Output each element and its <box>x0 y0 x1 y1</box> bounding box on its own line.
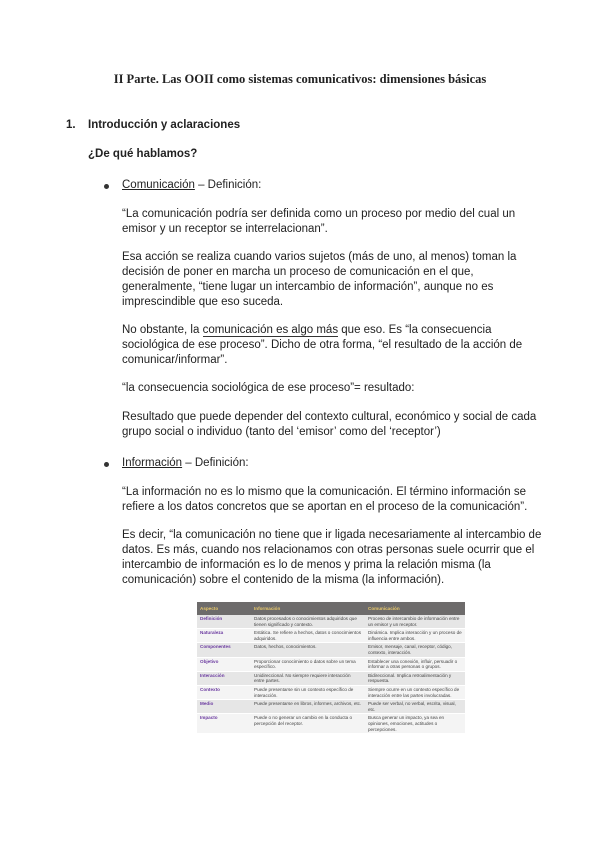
table-row-key: Naturaleza <box>197 629 251 643</box>
table-header-cell: Información <box>251 602 365 615</box>
paragraph-3-part-a: No obstante, la <box>122 324 203 336</box>
table-row <box>197 657 465 671</box>
table-cell: Datos procesados o conocimientos adquiridos que tienen significado y contexto. <box>251 615 365 629</box>
paragraph-3-underlined: comunicación es algo más <box>202 324 339 336</box>
section-heading <box>66 119 240 131</box>
bullet-text <box>122 179 261 191</box>
table-row-key: Objetivo <box>197 657 251 671</box>
paragraph-6-text: “La información no es lo mismo que la comunicación. El término información se refiere a los datos concretos que se aportan en el proceso de la comunicación”. <box>122 486 528 513</box>
document-title: II Parte. Las OOII como sistemas comunicativos: dimensiones básicas <box>113 72 487 86</box>
paragraph-4-text: “la consecuencia sociológica de ese proceso”= resultado: <box>122 382 415 394</box>
paragraph-7 <box>122 528 542 588</box>
table-row-key: Medio <box>197 700 251 714</box>
table-row <box>197 629 465 643</box>
table-cell: Unidireccional. No siempre requiere interacción entre partes. <box>251 671 365 685</box>
table-body <box>197 615 465 734</box>
paragraph-3-part-b: que eso. Es “la consecuencia sociológica de ese proceso”. Dicho de otra forma, “el resultado de la acción de comunicar/informar”. <box>122 324 523 366</box>
paragraph-5 <box>122 410 542 440</box>
paragraph-7-text: Es decir, “la comunicación no tiene que ir ligada necesariamente al intercambio de datos. Es más, cuando nos relacionamos con otras personas suele ocurrir que el intercambio de información es lo de menos y prima la relación misma (la comunicación) sobre el contenido de la misma (la información). <box>122 529 542 586</box>
table-cell: Datos, hechos, conocimientos. <box>251 643 365 657</box>
table-cell: Emisor, mensaje, canal, receptor, código, contexto, interacción. <box>365 643 465 657</box>
table-row <box>197 714 465 734</box>
bullet-dot <box>104 462 109 467</box>
table-header-row <box>197 602 465 615</box>
comparison-table <box>197 602 465 734</box>
table-row <box>197 685 465 699</box>
table-row <box>197 671 465 685</box>
term-informacion: Información <box>122 457 183 469</box>
paragraph-5-text: Resultado que puede depender del contexto cultural, económico y social de cada grupo social o individuo (tanto del ‘emisor’ como del ‘receptor’) <box>122 411 537 438</box>
paragraph-6 <box>122 485 542 515</box>
table-cell: Proporcionar conocimiento o datos sobre un tema específico. <box>251 657 365 671</box>
table-row-key: Contexto <box>197 685 251 699</box>
table-cell: Proceso de intercambio de información entre un emisor y un receptor. <box>365 615 465 629</box>
table-cell: Busca generar un impacto, ya sea en opiniones, emociones, actitudes o percepciones. <box>365 714 465 734</box>
paragraph-3-text <box>122 323 542 368</box>
table-cell: Puede presentarse en libros, informes, archivos, etc. <box>251 700 365 714</box>
table-row-key: Componentes <box>197 643 251 657</box>
table-header-cell: Aspecto <box>197 602 251 615</box>
bullet-definition-label: – Definición: <box>182 457 249 469</box>
table-cell: Establecer una conexión, influir, persuadir o informar a otras personas o grupos. <box>365 657 465 671</box>
paragraph-2 <box>122 250 542 310</box>
table-row <box>197 700 465 714</box>
paragraph-1 <box>122 207 542 237</box>
table-cell: Dinámica. Implica interacción y un proceso de influencia entre ambos. <box>365 629 465 643</box>
table-cell: Estática. Se refiere a hechos, datos o conocimientos adquiridos. <box>251 629 365 643</box>
table-row <box>197 643 465 657</box>
table-cell: Bidireccional. Implica retroalimentación y respuesta. <box>365 671 465 685</box>
paragraph-3 <box>122 323 542 368</box>
term-comunicacion: Comunicación <box>122 179 195 191</box>
paragraph-4 <box>122 381 542 396</box>
paragraph-2-text: Esa acción se realiza cuando varios sujetos (más de uno, al menos) toman la decisión de poner en marcha un proceso de comunicación en el que, generalmente, “tiene lugar un intercambio de información”, aunque no es imprescindible que eso suceda. <box>122 251 517 308</box>
bullet-dot <box>104 184 109 189</box>
bullet-text <box>122 457 249 469</box>
bullet-definition-label: – Definición: <box>194 179 262 191</box>
table-cell: Puede o no generar un cambio en la conducta o percepción del receptor. <box>251 714 365 734</box>
section-number: 1. <box>66 119 76 131</box>
section-title: Introducción y aclaraciones <box>88 119 241 131</box>
table-cell: Siempre ocurre en un contexto específico de interacción entre las partes involucradas. <box>365 685 465 699</box>
subsection-heading: ¿De qué hablamos? <box>88 148 198 160</box>
table-row-key: Interacción <box>197 671 251 685</box>
table-row <box>197 615 465 629</box>
table-cell: Puede ser verbal, no verbal, escrita, visual, etc. <box>365 700 465 714</box>
table-row-key: Definición <box>197 615 251 629</box>
paragraph-1-text: “La comunicación podría ser definida como un proceso por medio del cual un emisor y un receptor se interrelacionan”. <box>122 208 516 235</box>
table-row-key: Impacto <box>197 714 251 734</box>
table-header-cell: Comunicación <box>365 602 465 615</box>
table-cell: Puede presentarse sin un contexto específico de interacción. <box>251 685 365 699</box>
